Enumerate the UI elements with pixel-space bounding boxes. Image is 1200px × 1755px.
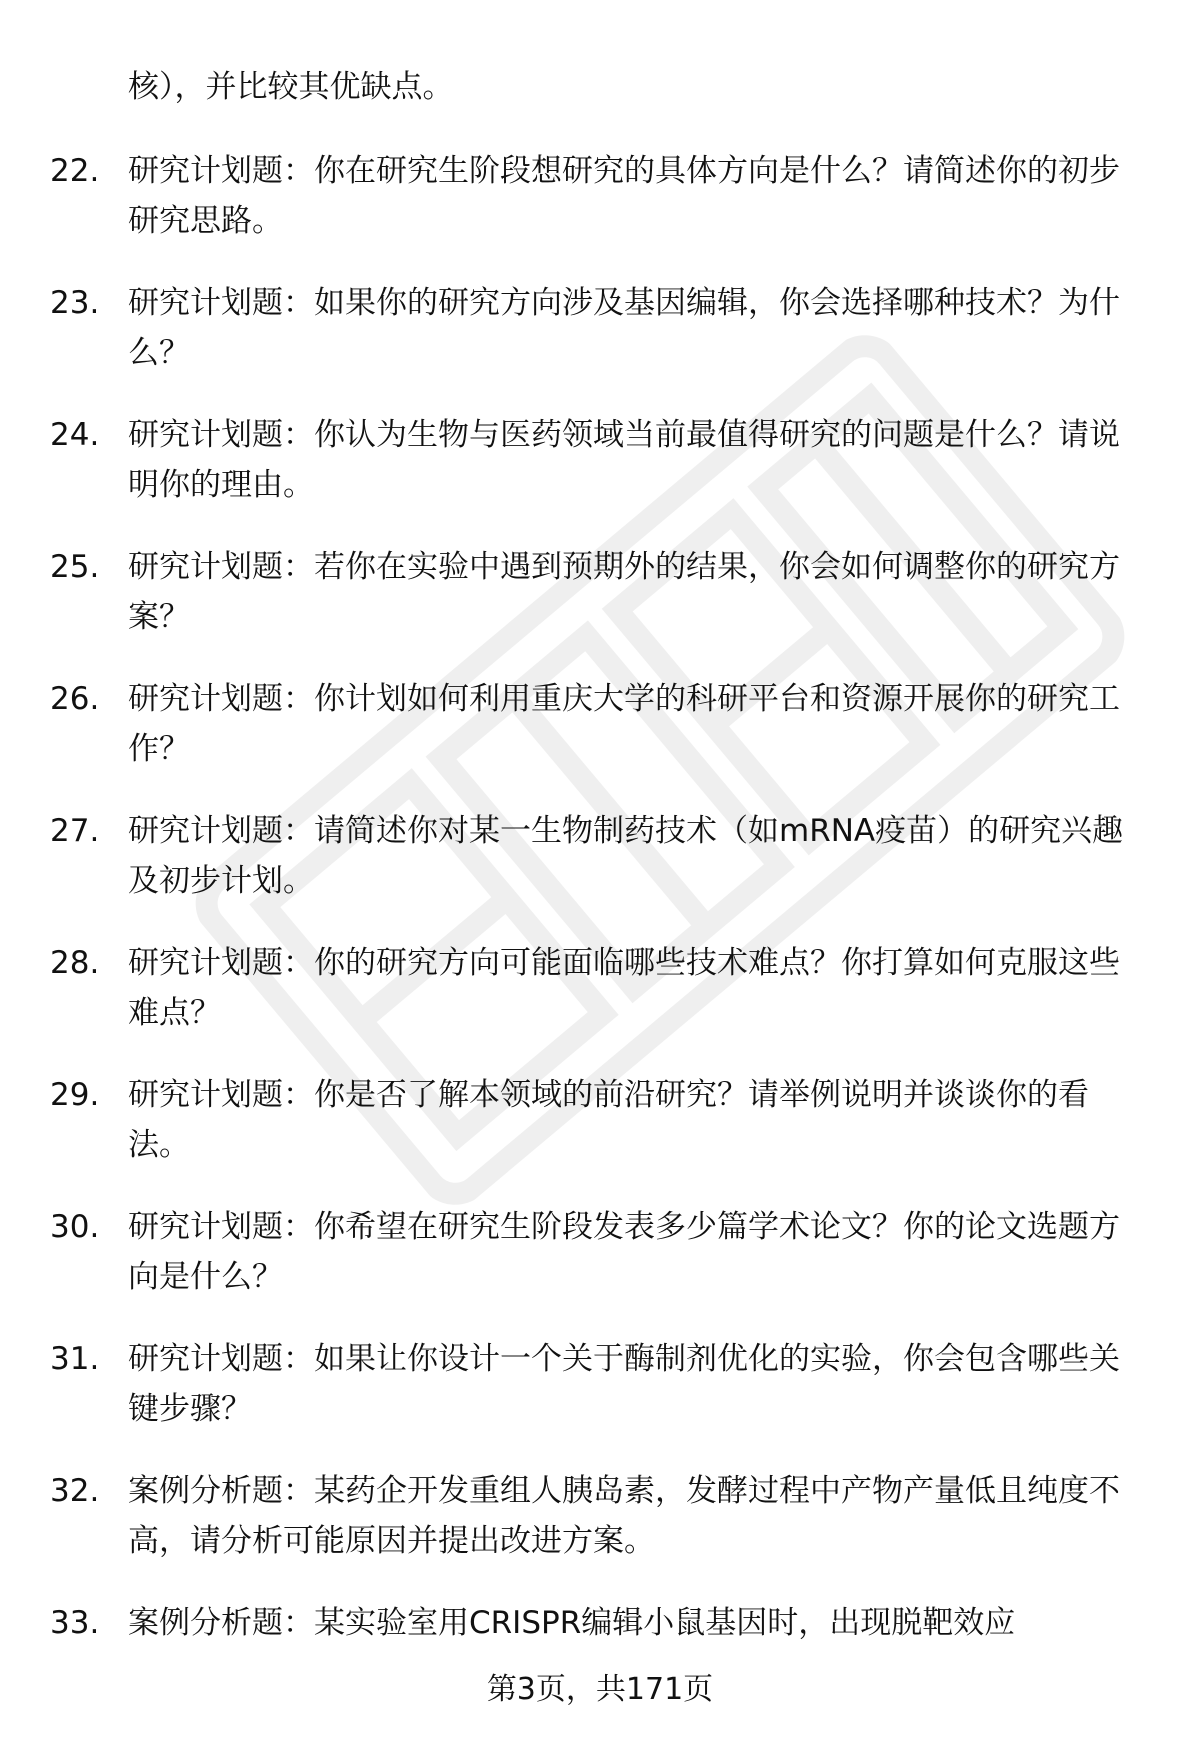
question-number: 30. <box>50 1209 100 1245</box>
question-text: 研究计划题：你认为生物与医药领域当前最值得研究的问题是什么？请说明你的理由。 <box>128 417 1120 503</box>
question-item <box>50 410 1150 542</box>
question-item <box>50 542 1150 674</box>
question-item <box>50 146 1150 278</box>
question-number: 33. <box>50 1605 100 1641</box>
question-text: 研究计划题：若你在实验中遇到预期外的结果，你会如何调整你的研究方案？ <box>128 549 1120 635</box>
question-number: 27. <box>50 813 100 849</box>
question-list <box>0 146 1200 1730</box>
question-text: 研究计划题：你希望在研究生阶段发表多少篇学术论文？你的论文选题方向是什么？ <box>128 1209 1120 1295</box>
question-number: 32. <box>50 1473 100 1509</box>
question-item <box>50 1598 1150 1730</box>
question-text: 案例分析题：某药企开发重组人胰岛素，发酵过程中产物产量低且纯度不高，请分析可能原因并提出改进方案。 <box>128 1473 1120 1559</box>
question-text: 研究计划题：如果你的研究方向涉及基因编辑，你会选择哪种技术？为什么？ <box>128 285 1120 371</box>
question-item <box>50 278 1150 410</box>
question-text: 案例分析题：某实验室用CRISPR编辑小鼠基因时，出现脱靶效应 <box>128 1605 1016 1641</box>
question-item <box>50 1070 1150 1202</box>
question-item <box>50 806 1150 938</box>
question-text: 研究计划题：你的研究方向可能面临哪些技术难点？你打算如何克服这些难点？ <box>128 945 1120 1031</box>
question-number: 25. <box>50 549 100 585</box>
question-number: 23. <box>50 285 100 321</box>
question-item <box>50 938 1150 1070</box>
question-item <box>50 1466 1150 1598</box>
question-number: 31. <box>50 1341 100 1377</box>
continuation-text: 核），并比较其优缺点。 <box>128 69 454 105</box>
question-number: 24. <box>50 417 100 453</box>
question-number: 22. <box>50 153 100 189</box>
question-number: 26. <box>50 681 100 717</box>
question-number: 28. <box>50 945 100 981</box>
question-number: 29. <box>50 1077 100 1113</box>
question-item <box>50 674 1150 806</box>
question-item <box>50 1334 1150 1466</box>
page-footer: 第3页，共171页 <box>486 1672 714 1707</box>
question-text: 研究计划题：你是否了解本领域的前沿研究？请举例说明并谈谈你的看法。 <box>128 1077 1089 1163</box>
question-text: 研究计划题：如果让你设计一个关于酶制剂优化的实验，你会包含哪些关键步骤？ <box>128 1341 1120 1427</box>
question-item <box>50 1202 1150 1334</box>
question-text: 研究计划题：你在研究生阶段想研究的具体方向是什么？请简述你的初步研究思路。 <box>128 153 1120 239</box>
question-text: 研究计划题：你计划如何利用重庆大学的科研平台和资源开展你的研究工作？ <box>128 681 1120 767</box>
question-text: 研究计划题：请简述你对某一生物制药技术（如mRNA疫苗）的研究兴趣及初步计划。 <box>128 813 1124 899</box>
